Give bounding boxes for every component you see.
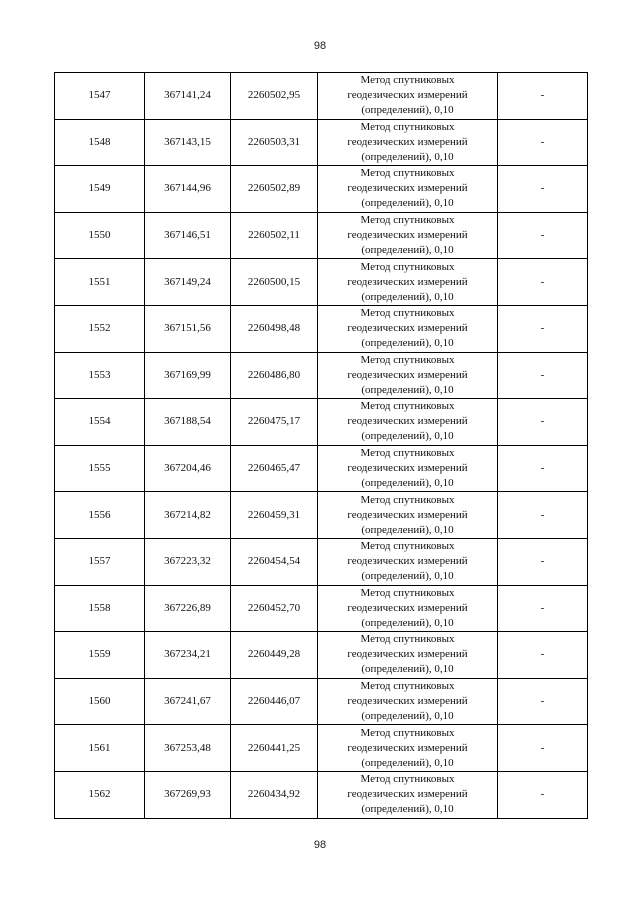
note-cell: -: [498, 212, 588, 259]
y-coordinate-cell: 2260446,07: [231, 678, 318, 725]
method-cell: [318, 352, 498, 399]
table-row: [55, 352, 588, 399]
x-coordinate-cell: 367143,15: [145, 119, 231, 166]
method-line: геодезических измерений: [347, 648, 468, 661]
note-cell: -: [498, 259, 588, 306]
method-line: геодезических измерений: [347, 135, 468, 148]
table-row: [55, 259, 588, 306]
method-cell: [318, 725, 498, 772]
y-coordinate-cell: 2260465,47: [231, 445, 318, 492]
y-coordinate-cell: 2260498,48: [231, 305, 318, 352]
point-number-cell: 1558: [55, 585, 145, 632]
x-coordinate-cell: 367253,48: [145, 725, 231, 772]
method-line: геодезических измерений: [347, 695, 468, 708]
method-line: (определений), 0,10: [361, 337, 454, 350]
method-line: (определений), 0,10: [361, 383, 454, 396]
method-line: геодезических измерений: [347, 275, 468, 288]
method-line: Метод спутниковых: [360, 353, 455, 366]
method-line: Метод спутниковых: [360, 493, 455, 506]
method-line: (определений), 0,10: [361, 756, 454, 769]
table-row: [55, 73, 588, 120]
x-coordinate-cell: 367151,56: [145, 305, 231, 352]
method-cell: [318, 538, 498, 585]
point-number-cell: 1557: [55, 538, 145, 585]
point-number-cell: 1560: [55, 678, 145, 725]
table-row: [55, 492, 588, 539]
table-row: [55, 538, 588, 585]
table-row: [55, 212, 588, 259]
method-line: геодезических измерений: [347, 462, 468, 475]
x-coordinate-cell: 367149,24: [145, 259, 231, 306]
point-number-cell: 1549: [55, 166, 145, 213]
method-cell: [318, 73, 498, 120]
x-coordinate-cell: 367146,51: [145, 212, 231, 259]
x-coordinate-cell: 367226,89: [145, 585, 231, 632]
note-cell: -: [498, 632, 588, 679]
table-row: [55, 771, 588, 818]
table-row: [55, 725, 588, 772]
x-coordinate-cell: 367223,32: [145, 538, 231, 585]
method-line: Метод спутниковых: [360, 773, 455, 786]
method-line: геодезических измерений: [347, 229, 468, 242]
y-coordinate-cell: 2260449,28: [231, 632, 318, 679]
y-coordinate-cell: 2260441,25: [231, 725, 318, 772]
note-cell: -: [498, 492, 588, 539]
method-line: геодезических измерений: [347, 555, 468, 568]
method-line: (определений), 0,10: [361, 477, 454, 490]
note-cell: -: [498, 305, 588, 352]
table-row: [55, 305, 588, 352]
method-line: (определений), 0,10: [361, 570, 454, 583]
y-coordinate-cell: 2260475,17: [231, 399, 318, 446]
method-cell: [318, 212, 498, 259]
x-coordinate-cell: 367144,96: [145, 166, 231, 213]
x-coordinate-cell: 367204,46: [145, 445, 231, 492]
method-line: (определений), 0,10: [361, 430, 454, 443]
method-cell: [318, 585, 498, 632]
method-cell: [318, 492, 498, 539]
x-coordinate-cell: 367214,82: [145, 492, 231, 539]
x-coordinate-cell: 367169,99: [145, 352, 231, 399]
point-number-cell: 1555: [55, 445, 145, 492]
note-cell: -: [498, 445, 588, 492]
coordinates-table: [54, 72, 588, 819]
method-line: геодезических измерений: [347, 601, 468, 614]
method-line: (определений), 0,10: [361, 150, 454, 163]
note-cell: -: [498, 771, 588, 818]
method-line: Метод спутниковых: [360, 74, 455, 87]
note-cell: -: [498, 538, 588, 585]
method-line: Метод спутниковых: [360, 540, 455, 553]
method-cell: [318, 259, 498, 306]
method-line: (определений), 0,10: [361, 523, 454, 536]
method-line: Метод спутниковых: [360, 726, 455, 739]
method-cell: [318, 166, 498, 213]
y-coordinate-cell: 2260503,31: [231, 119, 318, 166]
point-number-cell: 1556: [55, 492, 145, 539]
y-coordinate-cell: 2260502,11: [231, 212, 318, 259]
method-line: геодезических измерений: [347, 89, 468, 102]
method-line: Метод спутниковых: [360, 586, 455, 599]
method-line: (определений), 0,10: [361, 710, 454, 723]
point-number-cell: 1551: [55, 259, 145, 306]
method-cell: [318, 445, 498, 492]
note-cell: -: [498, 352, 588, 399]
y-coordinate-cell: 2260434,92: [231, 771, 318, 818]
method-line: (определений), 0,10: [361, 616, 454, 629]
method-line: Метод спутниковых: [360, 400, 455, 413]
x-coordinate-cell: 367241,67: [145, 678, 231, 725]
method-line: Метод спутниковых: [360, 120, 455, 133]
note-cell: -: [498, 399, 588, 446]
note-cell: -: [498, 119, 588, 166]
method-line: Метод спутниковых: [360, 633, 455, 646]
note-cell: -: [498, 725, 588, 772]
x-coordinate-cell: 367141,24: [145, 73, 231, 120]
x-coordinate-cell: 367234,21: [145, 632, 231, 679]
point-number-cell: 1548: [55, 119, 145, 166]
point-number-cell: 1552: [55, 305, 145, 352]
method-line: (определений), 0,10: [361, 197, 454, 210]
point-number-cell: 1550: [55, 212, 145, 259]
page-number-top: 98: [313, 40, 327, 52]
method-line: (определений), 0,10: [361, 290, 454, 303]
y-coordinate-cell: 2260502,89: [231, 166, 318, 213]
note-cell: -: [498, 585, 588, 632]
method-line: геодезических измерений: [347, 322, 468, 335]
x-coordinate-cell: 367188,54: [145, 399, 231, 446]
page-number-bottom: 98: [313, 839, 327, 851]
point-number-cell: 1547: [55, 73, 145, 120]
coordinates-table-body: [55, 73, 588, 819]
note-cell: -: [498, 166, 588, 213]
point-number-cell: 1562: [55, 771, 145, 818]
x-coordinate-cell: 367269,93: [145, 771, 231, 818]
method-cell: [318, 399, 498, 446]
y-coordinate-cell: 2260452,70: [231, 585, 318, 632]
table-row: [55, 166, 588, 213]
point-number-cell: 1559: [55, 632, 145, 679]
table-row: [55, 585, 588, 632]
method-line: (определений), 0,10: [361, 803, 454, 816]
method-cell: [318, 632, 498, 679]
method-line: Метод спутниковых: [360, 680, 455, 693]
table-row: [55, 119, 588, 166]
point-number-cell: 1553: [55, 352, 145, 399]
y-coordinate-cell: 2260486,80: [231, 352, 318, 399]
y-coordinate-cell: 2260459,31: [231, 492, 318, 539]
point-number-cell: 1554: [55, 399, 145, 446]
y-coordinate-cell: 2260502,95: [231, 73, 318, 120]
y-coordinate-cell: 2260454,54: [231, 538, 318, 585]
method-line: Метод спутниковых: [360, 214, 455, 227]
table-row: [55, 678, 588, 725]
method-line: геодезических измерений: [347, 182, 468, 195]
point-number-cell: 1561: [55, 725, 145, 772]
note-cell: -: [498, 73, 588, 120]
method-line: Метод спутниковых: [360, 167, 455, 180]
method-line: геодезических измерений: [347, 368, 468, 381]
note-cell: -: [498, 678, 588, 725]
table-row: [55, 399, 588, 446]
method-line: геодезических измерений: [347, 415, 468, 428]
table-row: [55, 445, 588, 492]
table-row: [55, 632, 588, 679]
y-coordinate-cell: 2260500,15: [231, 259, 318, 306]
method-line: (определений), 0,10: [361, 244, 454, 257]
method-line: Метод спутниковых: [360, 260, 455, 273]
method-line: геодезических измерений: [347, 788, 468, 801]
method-line: геодезических измерений: [347, 508, 468, 521]
method-line: Метод спутниковых: [360, 307, 455, 320]
method-cell: [318, 305, 498, 352]
method-cell: [318, 119, 498, 166]
method-line: Метод спутниковых: [360, 447, 455, 460]
method-line: геодезических измерений: [347, 741, 468, 754]
method-line: (определений), 0,10: [361, 104, 454, 117]
method-cell: [318, 771, 498, 818]
method-line: (определений), 0,10: [361, 663, 454, 676]
method-cell: [318, 678, 498, 725]
